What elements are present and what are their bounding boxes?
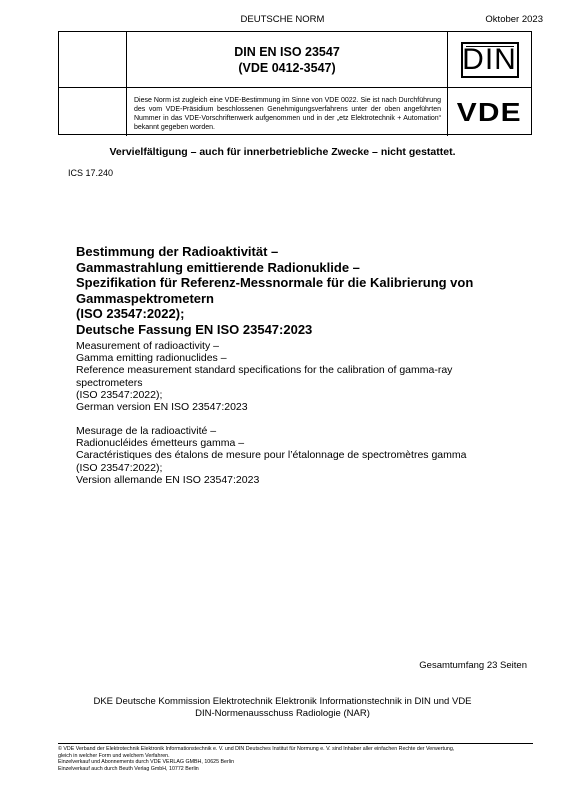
din-logo	[461, 42, 519, 78]
vde-logo-cell	[448, 88, 531, 136]
total-pages: Gesamtumfang 23 Seiten	[419, 660, 527, 671]
header-table	[58, 31, 532, 135]
german-title	[76, 244, 496, 337]
english-title-line: German version EN ISO 23547:2023	[76, 401, 248, 414]
standard-title-block	[127, 32, 448, 88]
header-empty-cell	[59, 32, 127, 88]
norm-type-label: DEUTSCHE NORM	[240, 14, 325, 25]
french-title-line: Radionucléides émetteurs gamma –	[76, 437, 245, 450]
french-title-line: (ISO 23547:2022);	[76, 461, 163, 474]
publication-date: Oktober 2023	[485, 14, 543, 25]
footer-line: gleich in welcher Form und welchem Verfahren.	[58, 752, 170, 759]
vde-statement: Diese Norm ist zugleich eine VDE-Bestimmung im Sinne von VDE 0022. Sie ist nach Durchführung des vom VDE-Präsidium beschlossenen Genehmigungsverfahrens unter der oben angeführten Nummer in das VDE-Vorschriftenwerk aufgenommen und in der „etz Elektrotechnik + Automation“ bekannt gegeben worden.	[127, 88, 448, 136]
french-title-line: Mesurage de la radioactivité –	[76, 425, 217, 437]
english-title-line: Reference measurement standard specifications for the calibration of gamma-ray	[76, 364, 453, 377]
german-title-line: Bestimmung der Radioaktivität –	[76, 244, 279, 259]
french-title-line: Caractéristiques des étalons de mesure pour l’étalonnage de spectromètres gamma	[76, 449, 467, 462]
copyright-footer	[58, 746, 538, 772]
din-logo-text: DIN	[462, 42, 517, 76]
footer-line: © VDE Verband der Elektrotechnik Elektronik Informationstechnik e. V. und DIN Deutsches Institut für Normung e. V. sind Inhaber aller einfachen Rechte der Verwertung,	[58, 746, 455, 752]
reproduction-notice: Vervielfältigung – auch für innerbetriebliche Zwecke – nicht gestattet.	[109, 146, 456, 158]
committee-line: DIN-Normenausschuss Radiologie (NAR)	[195, 708, 370, 719]
standard-number: DIN EN ISO 23547	[234, 44, 340, 59]
german-title-line: (ISO 23547:2022);	[76, 306, 185, 321]
german-title-line: Gammaspektrometern	[76, 290, 214, 306]
footer-line: Einzelverkauf auch durch Beuth Verlag GmbH, 10772 Berlin	[58, 765, 199, 772]
header-empty-cell-2	[59, 88, 127, 136]
vde-logo: VDE	[457, 96, 522, 127]
french-title-line: Version allemande EN ISO 23547:2023	[76, 473, 260, 486]
ics-code: ICS 17.240	[68, 168, 114, 178]
footer-divider	[58, 743, 533, 744]
german-title-line: Spezifikation für Referenz-Messnormale für die Kalibrierung von	[76, 275, 474, 290]
english-title-line: spectrometers	[76, 376, 143, 389]
english-title-line: Measurement of radioactivity –	[76, 340, 219, 352]
din-logo-cell	[448, 32, 531, 88]
committee-block	[0, 696, 565, 720]
french-title	[76, 425, 516, 486]
german-title-line: Deutsche Fassung EN ISO 23547:2023	[76, 321, 313, 337]
committee-line: DKE Deutsche Kommission Elektrotechnik Elektronik Informationstechnik in DIN und VDE	[93, 696, 472, 707]
german-title-line: Gammastrahlung emittierende Radionuklide –	[76, 259, 360, 275]
footer-line: Einzelverkauf und Abonnements durch VDE VERLAG GMBH, 10625 Berlin	[58, 759, 235, 766]
english-title-line: (ISO 23547:2022);	[76, 388, 163, 401]
english-title-line: Gamma emitting radionuclides –	[76, 352, 227, 365]
english-title	[76, 340, 496, 413]
vde-classification-number: (VDE 0412-3547)	[238, 60, 336, 75]
